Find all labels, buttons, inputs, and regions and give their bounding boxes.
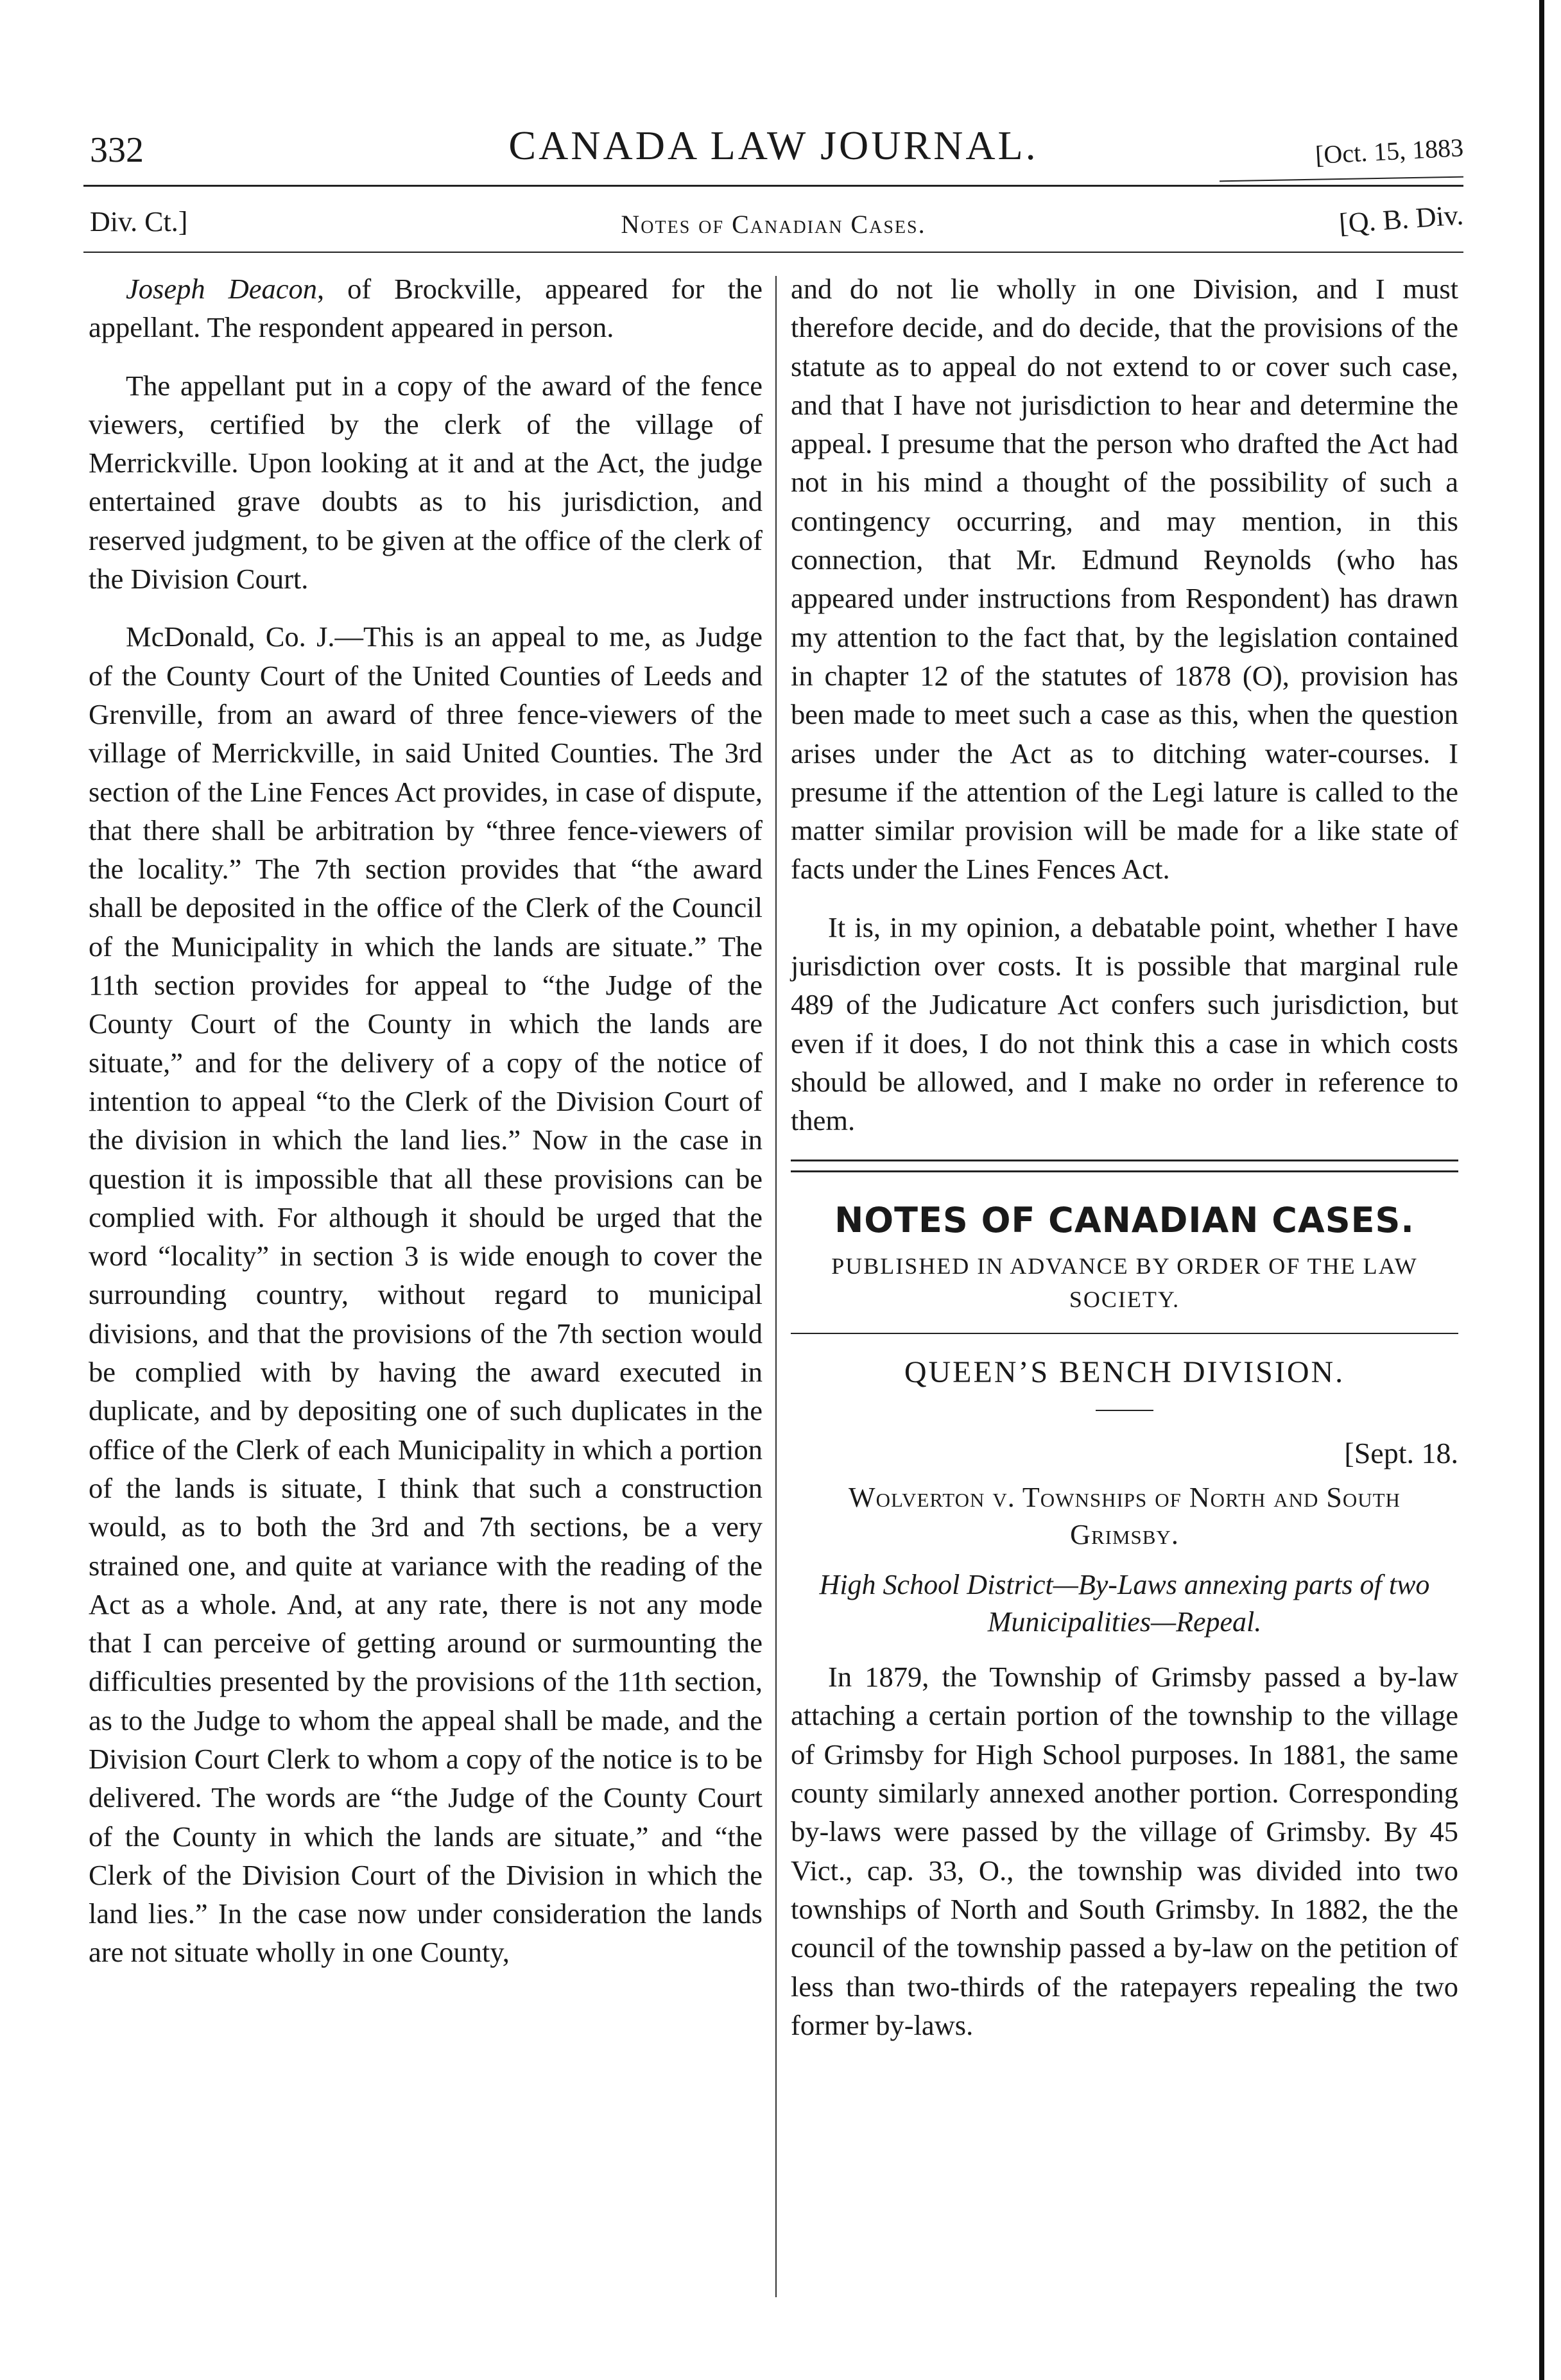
issue-date: [Oct. 15, 1883 bbox=[1314, 132, 1465, 170]
section-title: NOTES OF CANADIAN CASES. bbox=[834, 1199, 1415, 1240]
column-divider bbox=[775, 276, 777, 2297]
page-edge-bar bbox=[1539, 0, 1544, 2380]
judgment-continued-paragraph: and do not lie wholly in one Division, and I must therefore decide, and do decide, that the provisions of the statute as to appeal do not extend to or cover such case, and that I have not jurisdiction to hear and determine the appeal. I presume that the person who drafted the Act had not in his mind a thought of the possibility of such a contingency occurring, and may mention, in this connection, that Mr. Edmund Reynolds (who has appeared under instructions from Respondent) has drawn my attention to the fact that, by the legislation contained in chapter 12 of the statutes of 1878 (O), provision has been made to meet such a case as this, when the question arises under the Act as to ditching water-courses. I presume if the attention of the Legi lature is called to the matter similar provision will be made for a like state of facts under the Lines Fences Act. bbox=[791, 273, 1458, 886]
running-head-right: [Q. B. Div. bbox=[1338, 199, 1465, 239]
counsel-name: Joseph Deacon bbox=[126, 273, 317, 305]
section-double-rule bbox=[791, 1160, 1458, 1172]
page-header bbox=[83, 122, 1463, 173]
header-rule bbox=[83, 185, 1463, 187]
judgment-paragraph: McDonald, Co. J.—This is an appeal to me, as Judge of the County Court of the United Counties of Leeds and Grenville, from an award of three fence-viewers of the village of Merrickville, in said United Counties. The 3rd section of the Line Fences Act provides, in case of dispute, that there shall be arbitration by “three fence-viewers of the locality.” The 7th section provides that “the award shall be deposited in the office of the Clerk of the Council of the Municipality in which the lands are situate.” The 11th section provides for appeal to “the Judge of the County Court of the County in which the lands are situate,” and for the delivery of a copy of the notice of intention to appeal “to the Clerk of the Division Court of the division in which the land lies.” Now in the case in question it is impossible that all these provisions can be complied with. For although it should be urged that the word “locality” in section 3 is wide enough to cover the surrounding country, without regard to municipal divisions, and that the provisions of the 7th section would be complied with by having the award executed in duplicate, and by depositing one of such duplicates in the office of the Clerk of each Municipality in which a portion of the lands is situate, I think that such a construction would, as to both the 3rd and 7th sections, be a very strained one, and quite at variance with the reading of the Act as a whole. And, at any rate, there is not any mode that I can perceive of getting around or surmounting the difficulties presented by the provisions of the 11th section, as to the Judge to whom the appeal shall be made, and the Division Court Clerk to whom a copy of the notice is to be delivered. The words are “the Judge of the County Court of the County in which the lands are situate,” and “the Clerk of the Division Court of the Division in which the land lies.” In the case now under consideration the lands are not situate wholly in one County, bbox=[89, 621, 763, 1969]
division-dash bbox=[1096, 1410, 1153, 1411]
division-title: QUEEN’S BENCH DIVISION. bbox=[904, 1355, 1345, 1389]
header-rule-short bbox=[1220, 176, 1463, 182]
running-head-left: Div. Ct.] bbox=[90, 206, 188, 237]
right-column bbox=[791, 270, 1458, 2064]
counsel-paragraph bbox=[89, 270, 763, 347]
running-head-center: Notes of Canadian Cases. bbox=[621, 210, 926, 239]
case-title: Wolverton v. Townships of North and South Grimsby. bbox=[849, 1482, 1401, 1551]
journal-title: CANADA LAW JOURNAL. bbox=[508, 123, 1039, 168]
page-number: 332 bbox=[90, 130, 144, 170]
left-column bbox=[89, 270, 763, 1991]
award-paragraph: The appellant put in a copy of the award of the fence viewers, certified by the clerk of the village of Merrickville. Upon looking at it and at the Act, the judge entertained grave doubts as to his jurisdiction, and reserved judgment, to be given at the office of the clerk of the Division Court. bbox=[89, 369, 763, 595]
counsel-text: , of Brockville, appeared for the appellant. The respondent appeared in person. bbox=[89, 273, 763, 344]
section-rule bbox=[791, 1333, 1458, 1334]
running-head bbox=[83, 200, 1463, 245]
costs-paragraph: It is, in my opinion, a debatable point, whether I have jurisdiction over costs. It is possible that marginal rule 489 of the Judicature Act confers such jurisdiction, but even if it does, I do not think this a case in which costs should be allowed, and I make no order in reference to them. bbox=[791, 911, 1458, 1137]
case-facts-paragraph: In 1879, the Township of Grimsby passed a by-law attaching a certain portion of the township to the village of Grimsby for High School purposes. In 1881, the same county similarly annexed another portion. Corresponding by-laws were passed by the village of Grimsby. By 45 Vict., cap. 33, O., the township was divided into two townships of North and South Grimsby. In 1882, the the council of the township passed a by-law on the petition of less than two-thirds of the ratepayers repealing the two former by-laws. bbox=[791, 1661, 1458, 2041]
case-headnote: High School District—By-Laws annexing parts of two Municipalities—Repeal. bbox=[819, 1569, 1430, 1638]
section-subtitle: PUBLISHED IN ADVANCE BY ORDER OF THE LAW SOCIETY. bbox=[831, 1253, 1418, 1312]
case-date: [Sept. 18. bbox=[1344, 1436, 1458, 1469]
running-head-rule bbox=[83, 252, 1463, 253]
